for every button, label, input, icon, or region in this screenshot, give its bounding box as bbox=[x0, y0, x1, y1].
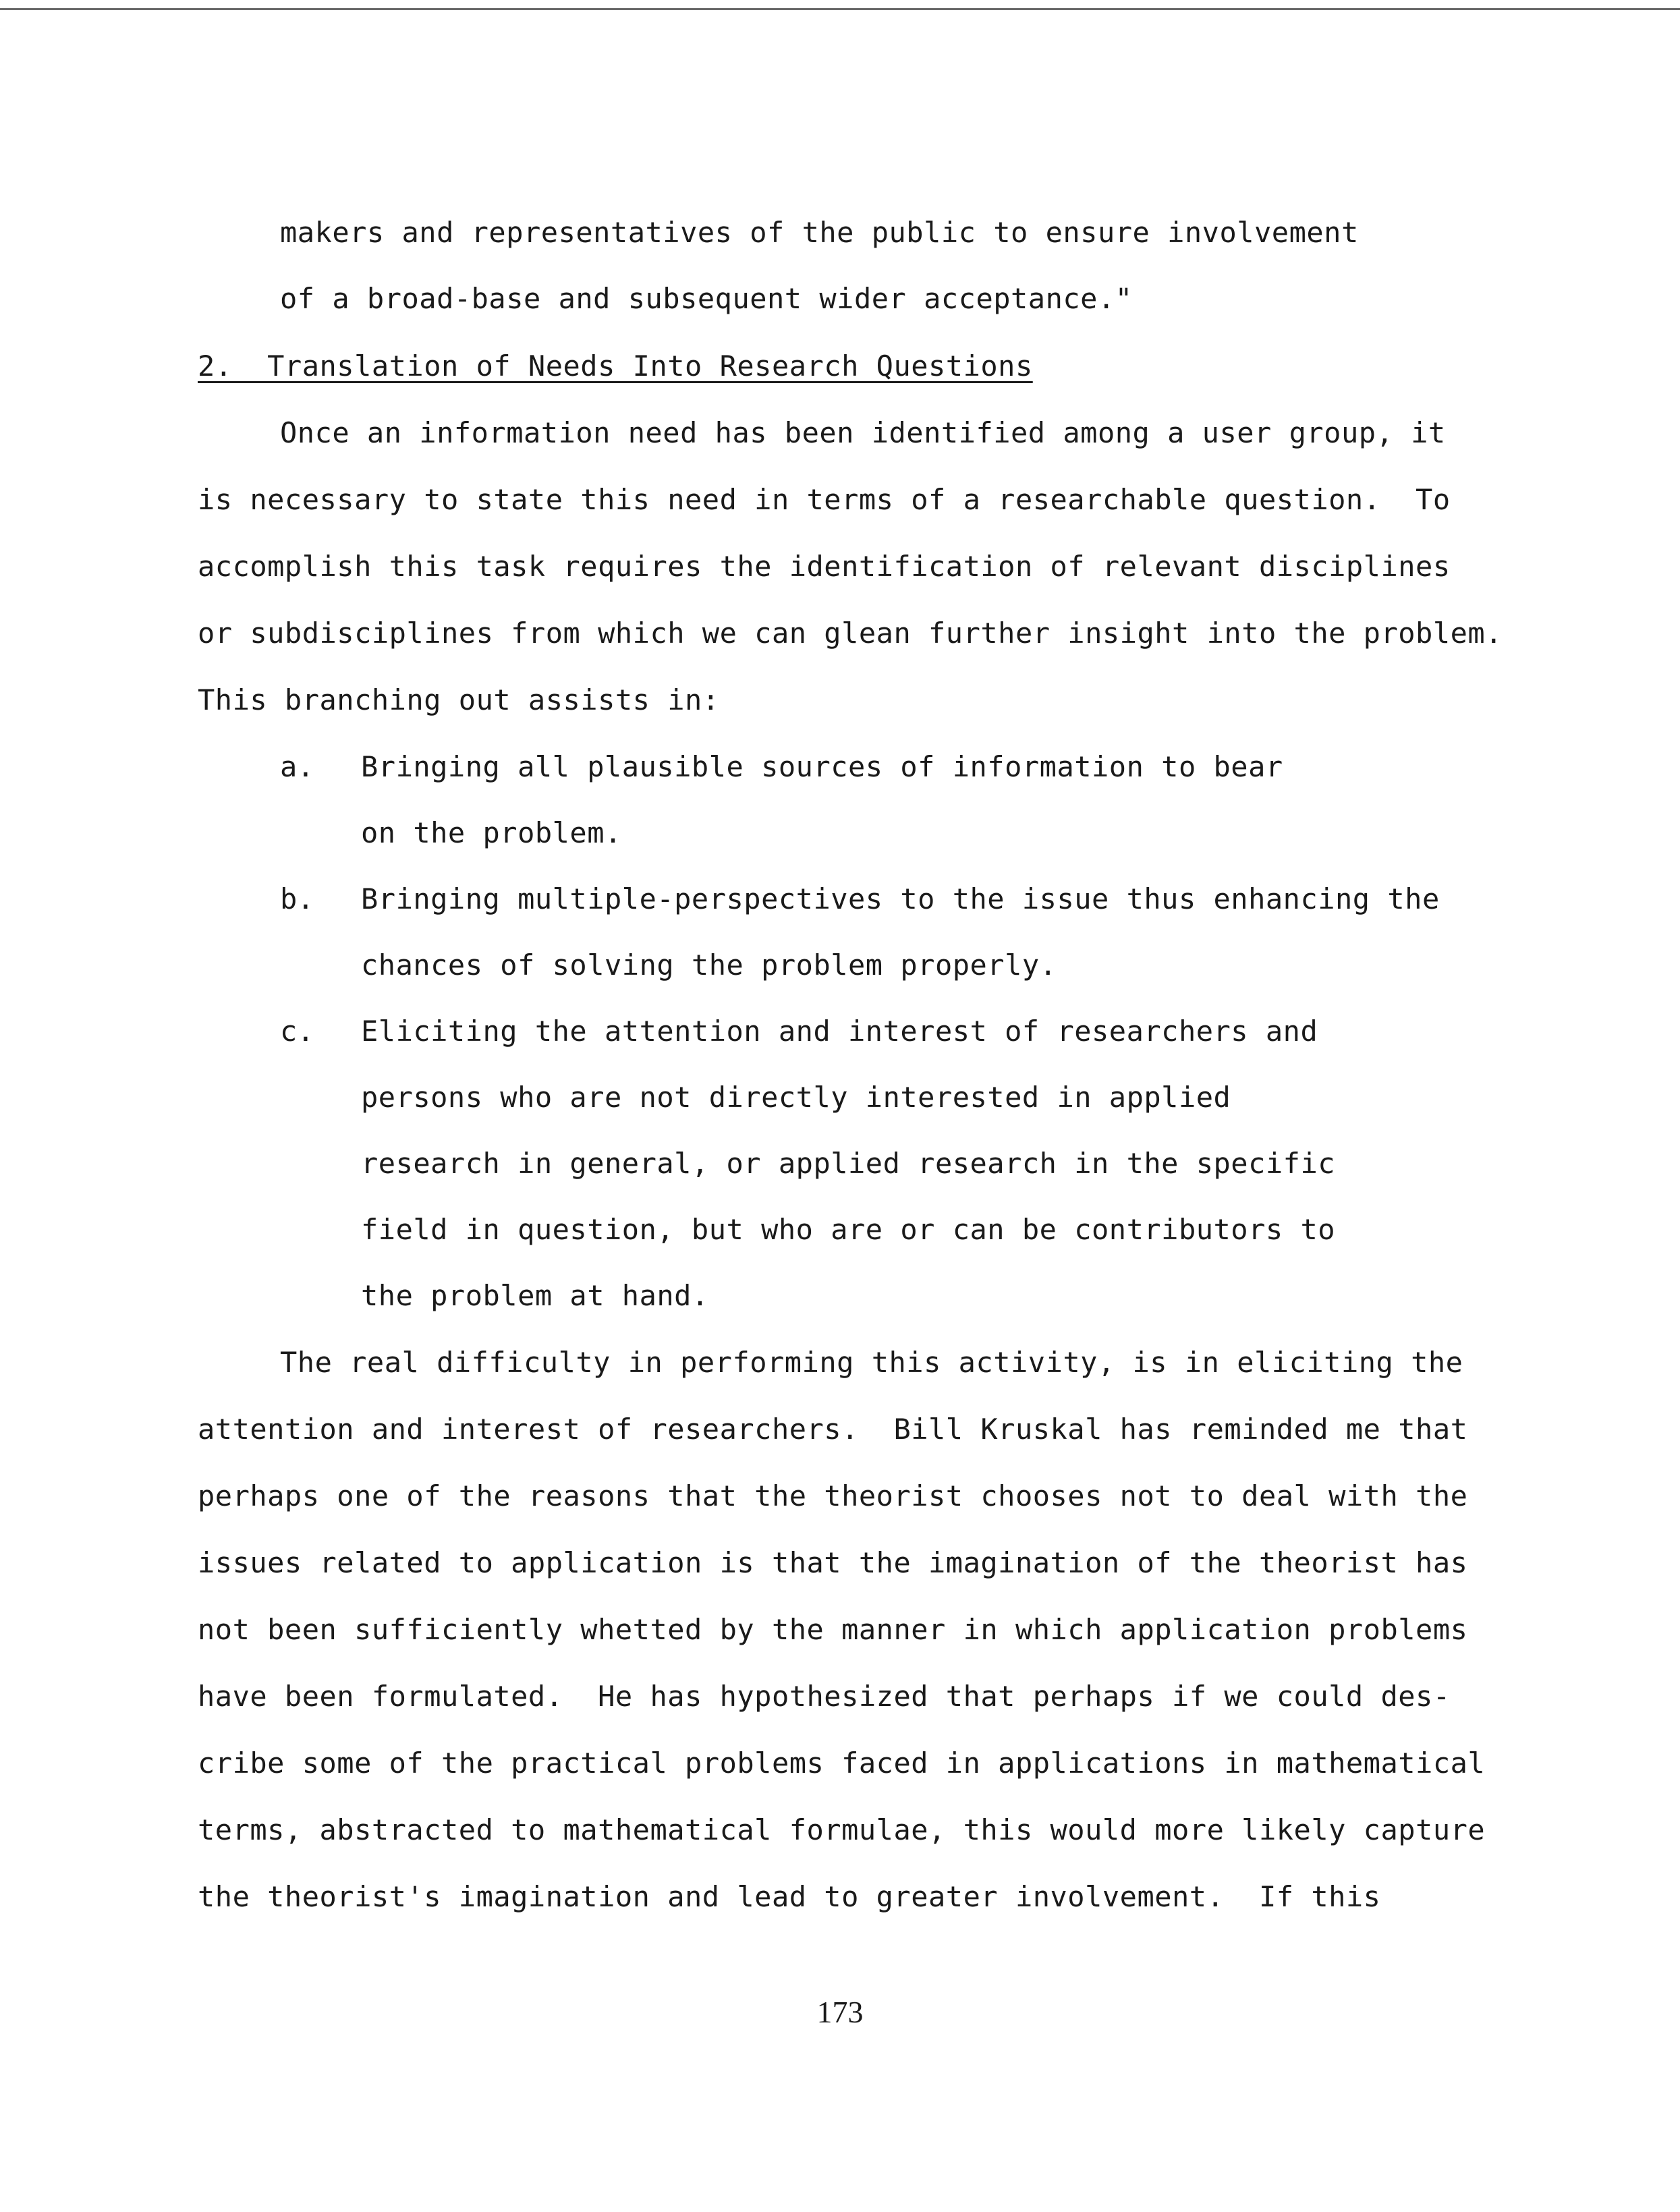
paragraph-line: The real difficulty in performing this activity, is in eliciting the bbox=[280, 1346, 1463, 1379]
list-marker: b. bbox=[280, 882, 314, 915]
paragraph-line: is necessary to state this need in terms of a researchable question. To bbox=[198, 483, 1451, 516]
list-item-line: Eliciting the attention and interest of researchers and bbox=[361, 1015, 1318, 1048]
continuation-line: of a broad-base and subsequent wider acceptance." bbox=[280, 282, 1133, 315]
list-item-line: the problem at hand. bbox=[361, 1279, 709, 1312]
page-number: 173 bbox=[816, 1995, 864, 2029]
paragraph-line: terms, abstracted to mathematical formulae, this would more likely capture bbox=[198, 1813, 1486, 1846]
list-item-line: field in question, but who are or can be contributors to bbox=[361, 1213, 1336, 1246]
paragraph-line: not been sufficiently whetted by the manner in which application problems bbox=[198, 1613, 1468, 1646]
paragraph-line: cribe some of the practical problems faced in applications in mathematical bbox=[198, 1747, 1486, 1780]
paragraph-line: attention and interest of researchers. Bill Kruskal has reminded me that bbox=[198, 1413, 1468, 1446]
paragraph-line: accomplish this task requires the identification of relevant disciplines bbox=[198, 550, 1451, 583]
paragraph-line: the theorist's imagination and lead to greater involvement. If this bbox=[198, 1880, 1381, 1913]
list-item-line: Bringing multiple-perspectives to the issue thus enhancing the bbox=[361, 882, 1440, 915]
paragraph-line: This branching out assists in: bbox=[198, 683, 720, 716]
list-marker: a. bbox=[280, 750, 314, 783]
continuation-line: makers and representatives of the public to ensure involvement bbox=[280, 216, 1359, 249]
paragraph-line: perhaps one of the reasons that the theorist chooses not to deal with the bbox=[198, 1479, 1468, 1512]
list-item-line: on the problem. bbox=[361, 816, 622, 849]
list-item-line: persons who are not directly interested in applied bbox=[361, 1081, 1231, 1114]
list-item-line: Bringing all plausible sources of information to bear bbox=[361, 750, 1283, 783]
paragraph-line: issues related to application is that the imagination of the theorist has bbox=[198, 1546, 1468, 1579]
paragraph-line: or subdisciplines from which we can glean further insight into the problem. bbox=[198, 617, 1503, 650]
section-heading: 2. Translation of Needs Into Research Questions bbox=[198, 349, 1033, 382]
paragraph-line: have been formulated. He has hypothesized that perhaps if we could des- bbox=[198, 1680, 1451, 1713]
paragraph-line: Once an information need has been identified among a user group, it bbox=[280, 416, 1446, 449]
list-item-line: chances of solving the problem properly. bbox=[361, 948, 1057, 982]
list-marker: c. bbox=[280, 1015, 314, 1048]
list-item-line: research in general, or applied research in the specific bbox=[361, 1147, 1336, 1180]
